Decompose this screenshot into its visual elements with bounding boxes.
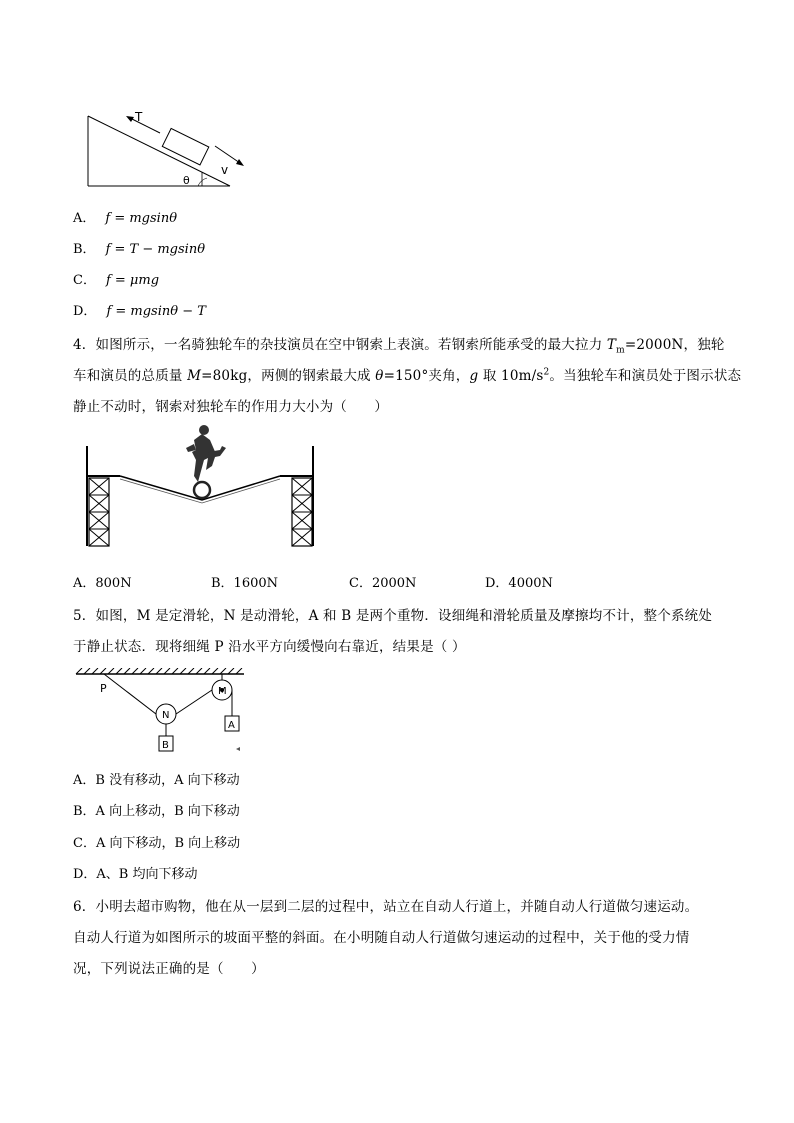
q4-symbol-theta: θ: [375, 368, 384, 384]
q4-text: =2000N，独轮: [624, 337, 725, 353]
q4-text: 车和演员的总质量: [73, 368, 188, 384]
q4-option-d: D．4000N: [485, 576, 553, 591]
label-m: M: [218, 686, 227, 697]
q3-option-letter: B．: [73, 242, 96, 257]
q3-option-d: [73, 300, 206, 319]
q5-option-b: B．A 向上移动，B 向下移动: [73, 804, 240, 819]
q6-line-2: 自动人行道为如图所示的坡面平整的斜面。在小明随自动人行道做匀速运动的过程中，关于他的受力情: [73, 930, 690, 946]
label-a: A: [228, 720, 235, 731]
q4-text: =80kg，两侧的钢索最大成: [201, 368, 376, 384]
velocity-label: v: [221, 163, 229, 177]
q4-text: 4．如图所示，一名骑独轮车的杂技演员在空中钢索上表演。若钢索所能承受的最大拉力: [73, 337, 607, 353]
q5-option-c: C．A 向下移动，B 向上移动: [73, 836, 241, 851]
angle-label: θ: [183, 174, 190, 187]
q6-line-1: 6．小明去超市购物，他在从一层到二层的过程中，站立在自动人行道上，并随自动人行道做匀速运动。: [73, 899, 699, 915]
q4-option-b: B．1600N: [211, 576, 279, 591]
q4-symbol-sup: 2: [543, 367, 550, 378]
q3-option-formula: f = mgsinθ: [105, 211, 178, 226]
q3-option-a: [73, 207, 177, 226]
q4-text: 。当独轮车和演员处于图示状态: [549, 368, 742, 384]
q5-option-a: A．B 没有移动，A 向下移动: [73, 773, 240, 788]
tension-label: T: [135, 110, 143, 124]
q5-option-d: D．A、B 均向下移动: [73, 867, 198, 882]
performer-icon: [186, 425, 226, 498]
pulley-figure: [74, 668, 249, 758]
q3-option-letter: A．: [73, 211, 96, 226]
q6-line-3: 况，下列说法正确的是（ ）: [73, 961, 265, 977]
q3-option-formula: f = μmg: [105, 273, 160, 288]
incline-figure: [80, 108, 255, 190]
label-b: B: [162, 740, 169, 751]
q3-option-letter: D．: [73, 304, 97, 319]
q3-option-c: [73, 269, 159, 288]
label-n: N: [162, 710, 170, 721]
q3-option-formula: f = mgsinθ − T: [106, 304, 206, 319]
label-p: P: [100, 682, 107, 695]
q3-option-formula: f = T − mgsinθ: [105, 242, 206, 257]
q3-option-b: [73, 238, 205, 257]
q4-option-a: A．800N: [73, 576, 132, 591]
q4-option-c: C．2000N: [349, 576, 417, 591]
q4-options: [73, 572, 593, 590]
q4-line-2: [73, 364, 741, 384]
tightrope-figure: [80, 410, 320, 550]
q4-symbol-m: M: [187, 368, 202, 384]
q5-line-1: 5．如图，M 是定滑轮，N 是动滑轮，A 和 B 是两个重物．设细绳和滑轮质量及摩擦均不计，整个系统处: [73, 608, 713, 624]
q3-option-letter: C．: [73, 273, 96, 288]
q4-symbol-sub: m: [616, 345, 625, 356]
q5-line-2: 于静止状态．现将细绳 P 沿水平方向缓慢向右靠近，结果是（ ）: [73, 639, 466, 655]
q4-text: =150°夹角，: [383, 368, 470, 384]
q4-text: 取 10m/s: [478, 368, 544, 384]
q4-symbol-t: T: [606, 337, 617, 353]
q4-line-1: [73, 333, 725, 356]
q4-line-3: 静止不动时，钢索对独轮车的作用力大小为（ ）: [73, 399, 389, 415]
q4-symbol-g: g: [469, 368, 479, 384]
